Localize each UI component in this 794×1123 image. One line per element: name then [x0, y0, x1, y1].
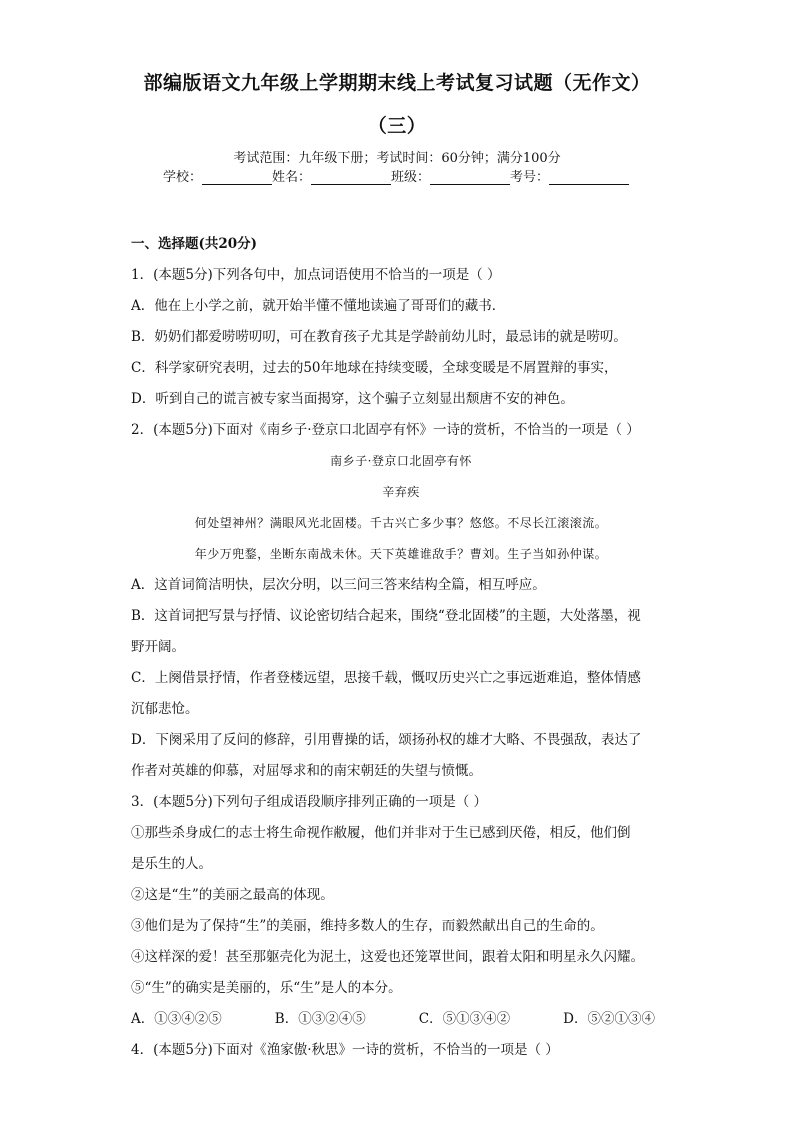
poem-title: 南乡子·登京口北固亭有怀	[330, 454, 472, 468]
school-label: 学校：	[163, 170, 203, 185]
exam-info: 考试范围：九年级下册；考试时间：60分钟；满分100分	[233, 151, 561, 166]
question-4-stem: 4．(本题5分)下面对《渔家傲·秋思》一诗的赏析，不恰当的一项是（ ）	[131, 1042, 559, 1058]
sentence-5: ⑤“生”的确实是美丽的，乐“生”是人的本分。	[131, 980, 402, 996]
question-2-option-d-cont: 作者对英雄的仰慕，对屈辱求和的南宋朝廷的失望与愤慨。	[131, 763, 482, 779]
sentence-1-cont: 是乐生的人。	[131, 856, 212, 872]
name-blank	[311, 170, 391, 185]
question-2-option-d: D．下阕采用了反问的修辞，引用曹操的话，颂扬孙权的雄才大略、不畏强敌，表达了	[131, 732, 642, 748]
question-1-option-b: B．奶奶们都爱唠唠叨叨，可在教育孩子尤其是学龄前幼儿时，最忌讳的就是唠叨。	[131, 329, 627, 345]
name-label: 姓名：	[272, 170, 312, 185]
page-title: 部编版语文九年级上学期期末线上考试复习试题（无作文）	[143, 72, 651, 94]
question-2-option-b-cont: 野开阔。	[131, 639, 185, 655]
sentence-4: ④这样深的爱！甚至那躯壳化为泥土，这爱也还笼罩世间，跟着太阳和明星永久闪耀。	[131, 949, 644, 965]
question-1-option-d: D．听到自己的谎言被专家当面揭穿，这个骗子立刻显出颓唐不安的神色。	[131, 391, 574, 407]
poem-line: 何处望神州？满眼风光北固楼。千古兴亡多少事？悠悠。不尽长江滚滚流。	[194, 516, 608, 530]
sentence-3: ③他们是为了保持“生”的美丽，维持多数人的生存，而毅然献出自己的生命的。	[131, 918, 604, 934]
question-2-option-a: A．这首词简洁明快，层次分明，以三问三答来结构全篇，相互呼应。	[131, 577, 546, 593]
question-2-option-c-cont: 沉郁悲怆。	[131, 701, 199, 717]
class-blank	[430, 170, 510, 185]
page-subtitle: （三）	[367, 115, 427, 137]
question-2-stem: 2．(本题5分)下面对《南乡子·登京口北固亭有怀》一诗的赏析，不恰当的一项是（ ）	[131, 422, 640, 438]
question-2-option-b: B．这首词把写景与抒情、议论密切结合起来，围绕“登北固楼”的主题，大处落墨，视	[131, 608, 641, 624]
poem-author: 辛弃疾	[382, 485, 420, 499]
question-3-stem: 3．(本题5分)下列句子组成语段顺序排列正确的一项是（ ）	[131, 794, 488, 810]
sentence-2: ②这是“生”的美丽之最高的体现。	[131, 887, 334, 903]
question-3-options	[131, 1004, 671, 1035]
exam-content	[131, 229, 671, 1066]
school-blank	[202, 170, 272, 185]
question-1-stem: 1．(本题5分)下列各句中，加点词语使用不恰当的一项是（ ）	[131, 267, 501, 283]
question-3-option-b: B．①③②④⑤	[274, 1011, 366, 1027]
student-info-row	[163, 166, 629, 185]
poem-line: 年少万兜鍪，坐断东南战未休。天下英雄谁敌手？曹刘。生子当如孙仲谋。	[194, 547, 608, 561]
class-label: 班级：	[391, 170, 431, 185]
question-1-option-a: A．他在上小学之前，就开始半懂不懂地读遍了哥哥们的藏书．	[131, 298, 506, 314]
number-label: 考号：	[510, 170, 550, 185]
section-heading: 一、选择题(共20分)	[131, 236, 258, 252]
question-1-option-c: C．科学家研究表明，过去的50年地球在持续变暖，全球变暖是不屑置辩的事实，	[131, 360, 618, 376]
question-3-option-d: D．⑤②①③④	[563, 1011, 655, 1027]
question-2-option-c: C．上阕借景抒情，作者登楼远望，思接千载，慨叹历史兴亡之事远逝难追，整体情感	[131, 670, 641, 686]
sentence-1: ①那些杀身成仁的志士将生命视作敝履，他们并非对于生已感到厌倦，相反，他们倒	[131, 825, 631, 841]
number-blank	[549, 170, 629, 185]
question-3-option-a: A．①③④②⑤	[131, 1011, 222, 1027]
question-3-option-c: C．⑤①③④②	[418, 1011, 511, 1027]
